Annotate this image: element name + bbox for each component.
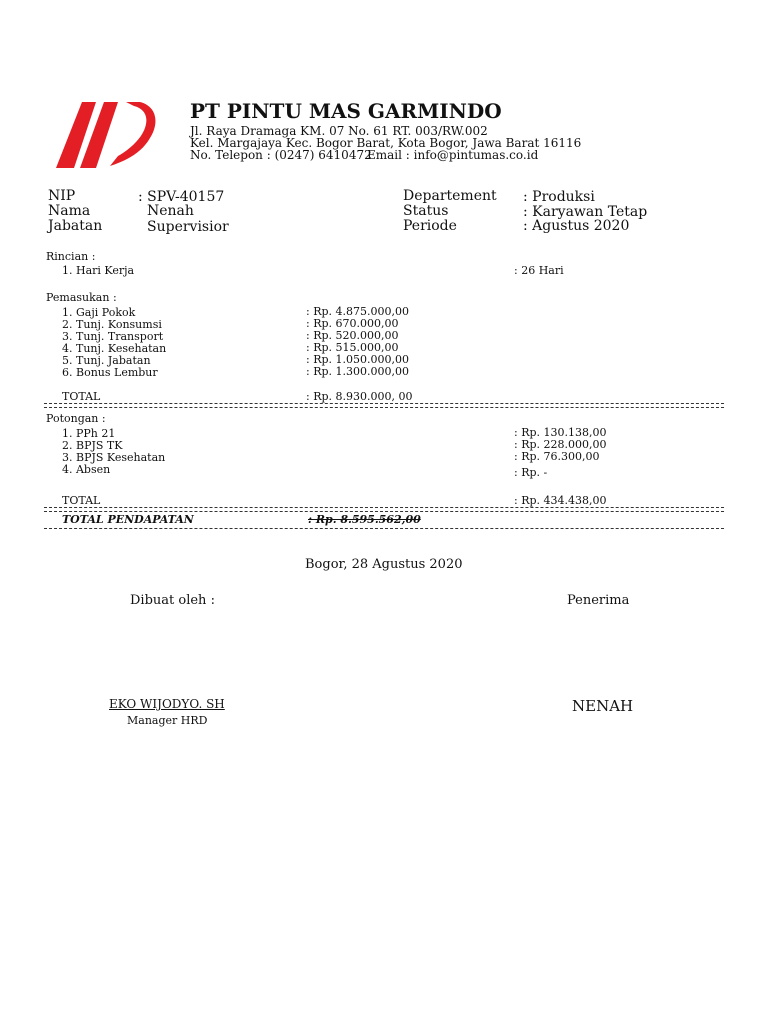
pemasukan-item-value: : Rp. 670.000,00 bbox=[306, 317, 399, 330]
receiver-name: NENAH bbox=[572, 697, 634, 715]
signer-name: EKO WIJODYO. SH bbox=[109, 697, 225, 711]
jabatan-value: Supervisior bbox=[147, 219, 229, 235]
pemasukan-item-value: : Rp. 1.050.000,00 bbox=[306, 353, 409, 366]
periode-value: : Agustus 2020 bbox=[523, 218, 630, 234]
pemasukan-item-value: : Rp. 1.300.000,00 bbox=[306, 365, 409, 378]
nama-label: Nama bbox=[48, 203, 91, 219]
document-date: Bogor, 28 Agustus 2020 bbox=[305, 557, 463, 572]
potongan-total-value: : Rp. 434.438,00 bbox=[514, 494, 607, 507]
company-address-1: Jl. Raya Dramaga KM. 07 No. 61 RT. 003/RW.002 bbox=[190, 124, 488, 138]
pemasukan-item-value: : Rp. 520.000,00 bbox=[306, 329, 399, 342]
status-label: Status bbox=[403, 203, 449, 219]
logo-icon bbox=[52, 100, 160, 170]
pemasukan-item-label: 1. Gaji Pokok bbox=[62, 306, 136, 319]
pemasukan-item-value: : Rp. 515.000,00 bbox=[306, 341, 399, 354]
departement-value: : Produksi bbox=[523, 189, 595, 205]
nip-value: : SPV-40157 bbox=[138, 189, 225, 205]
company-phone: No. Telepon : (0247) 6410472 bbox=[190, 148, 372, 162]
potongan-total-label: TOTAL bbox=[62, 494, 101, 507]
divider bbox=[44, 528, 724, 529]
receiver-label: Penerima bbox=[567, 593, 630, 608]
total-pendapatan-label: TOTAL PENDAPATAN bbox=[62, 513, 194, 526]
rincian-item-value: : 26 Hari bbox=[514, 264, 564, 277]
potongan-title: Potongan : bbox=[46, 412, 106, 425]
pemasukan-total-value: : Rp. 8.930.000, 00 bbox=[306, 390, 413, 403]
nama-value: Nenah bbox=[147, 203, 194, 219]
potongan-item-value: : Rp. 76.300,00 bbox=[514, 450, 600, 463]
signer-title: Manager HRD bbox=[127, 714, 208, 727]
potongan-item-label: 2. BPJS TK bbox=[62, 439, 123, 452]
pemasukan-title: Pemasukan : bbox=[46, 291, 117, 304]
rincian-item-label: 1. Hari Kerja bbox=[62, 264, 135, 277]
pemasukan-item-label: 5. Tunj. Jabatan bbox=[62, 354, 151, 367]
pemasukan-item-label: 2. Tunj. Konsumsi bbox=[62, 318, 162, 331]
potongan-item-label: 4. Absen bbox=[62, 463, 111, 476]
nip-label: NIP bbox=[48, 188, 76, 204]
periode-label: Periode bbox=[403, 218, 457, 234]
pemasukan-item-label: 6. Bonus Lembur bbox=[62, 366, 158, 379]
divider bbox=[44, 507, 724, 512]
pemasukan-item-label: 3. Tunj. Transport bbox=[62, 330, 164, 343]
rincian-title: Rincian : bbox=[46, 250, 96, 263]
pemasukan-item-label: 4. Tunj. Kesehatan bbox=[62, 342, 167, 355]
company-logo bbox=[52, 100, 160, 170]
pemasukan-item-value: : Rp. 4.875.000,00 bbox=[306, 305, 409, 318]
departement-label: Departement bbox=[403, 188, 497, 204]
pemasukan-total-label: TOTAL bbox=[62, 390, 101, 403]
company-address-2: Kel. Margajaya Kec. Bogor Barat, Kota Bogor, Jawa Barat 16116 bbox=[190, 136, 582, 150]
made-by-label: Dibuat oleh : bbox=[130, 593, 215, 608]
potongan-item-value: : Rp. 130.138,00 bbox=[514, 426, 607, 439]
total-pendapatan-value: : Rp. 8.595.562,00 bbox=[308, 513, 421, 526]
jabatan-label: Jabatan bbox=[48, 218, 103, 234]
potongan-item-label: 1. PPh 21 bbox=[62, 427, 116, 440]
divider bbox=[44, 403, 724, 408]
status-value: : Karyawan Tetap bbox=[523, 204, 648, 220]
potongan-item-value: : Rp. - bbox=[514, 466, 548, 479]
company-name: PT PINTU MAS GARMINDO bbox=[190, 99, 502, 123]
potongan-item-value: : Rp. 228.000,00 bbox=[514, 438, 607, 451]
company-email: Email : info@pintumas.co.id bbox=[367, 148, 539, 162]
potongan-item-label: 3. BPJS Kesehatan bbox=[62, 451, 166, 464]
